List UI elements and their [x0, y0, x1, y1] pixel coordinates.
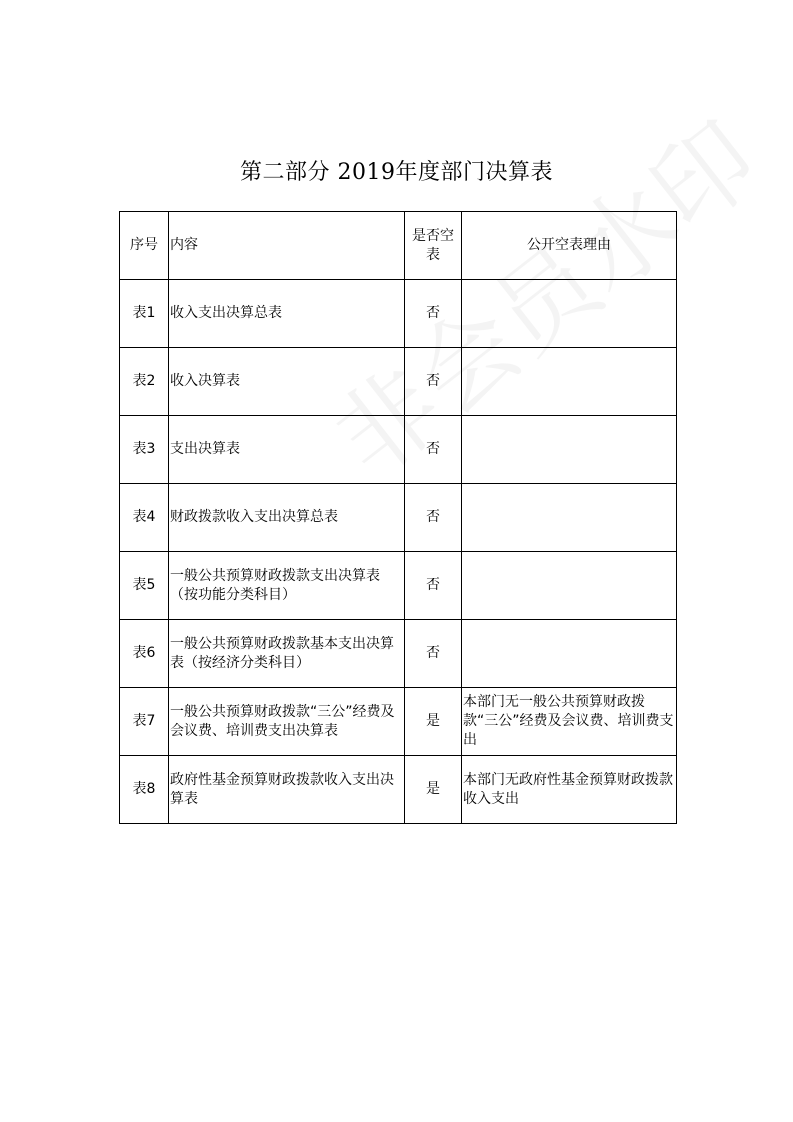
table-row	[120, 552, 677, 620]
table-header-row	[120, 212, 677, 280]
row-no: 表3	[120, 416, 169, 484]
row-no: 表6	[120, 620, 169, 688]
table-row	[120, 416, 677, 484]
row-no: 表4	[120, 484, 169, 552]
row-content: 收入决算表	[169, 348, 405, 416]
row-is-empty: 否	[405, 348, 462, 416]
table-row	[120, 756, 677, 824]
row-reason	[462, 348, 677, 416]
table-row	[120, 484, 677, 552]
row-content: 收入支出决算总表	[169, 280, 405, 348]
row-content: 政府性基金预算财政拨款收入支出决算表	[169, 756, 405, 824]
row-reason	[462, 280, 677, 348]
row-reason	[462, 620, 677, 688]
row-reason: 本部门无一般公共预算财政拨款“三公”经费及会议费、培训费支出	[462, 688, 677, 756]
header-no: 序号	[120, 212, 169, 280]
table-row	[120, 280, 677, 348]
budget-tables-list	[119, 211, 677, 824]
row-is-empty: 否	[405, 280, 462, 348]
row-content: 一般公共预算财政拨款支出决算表 （按功能分类科目）	[169, 552, 405, 620]
row-content: 一般公共预算财政拨款基本支出决算表（按经济分类科目）	[169, 620, 405, 688]
row-content: 支出决算表	[169, 416, 405, 484]
row-reason: 本部门无政府性基金预算财政拨款收入支出	[462, 756, 677, 824]
row-no: 表5	[120, 552, 169, 620]
row-content: 财政拨款收入支出决算总表	[169, 484, 405, 552]
row-no: 表1	[120, 280, 169, 348]
row-content: 一般公共预算财政拨款“三公”经费及会议费、培训费支出决算表	[169, 688, 405, 756]
row-reason	[462, 484, 677, 552]
row-no: 表8	[120, 756, 169, 824]
table-row	[120, 620, 677, 688]
page-title: 第二部分 2019年度部门决算表	[240, 160, 553, 185]
table-row	[120, 348, 677, 416]
row-is-empty: 否	[405, 416, 462, 484]
row-no: 表7	[120, 688, 169, 756]
row-reason	[462, 552, 677, 620]
header-reason: 公开空表理由	[462, 212, 677, 280]
row-is-empty: 否	[405, 552, 462, 620]
header-is-empty: 是否空表	[405, 212, 462, 280]
row-is-empty: 是	[405, 688, 462, 756]
table-row	[120, 688, 677, 756]
row-no: 表2	[120, 348, 169, 416]
row-is-empty: 否	[405, 484, 462, 552]
header-content: 内容	[169, 212, 405, 280]
row-is-empty: 是	[405, 756, 462, 824]
row-reason	[462, 416, 677, 484]
row-is-empty: 否	[405, 620, 462, 688]
